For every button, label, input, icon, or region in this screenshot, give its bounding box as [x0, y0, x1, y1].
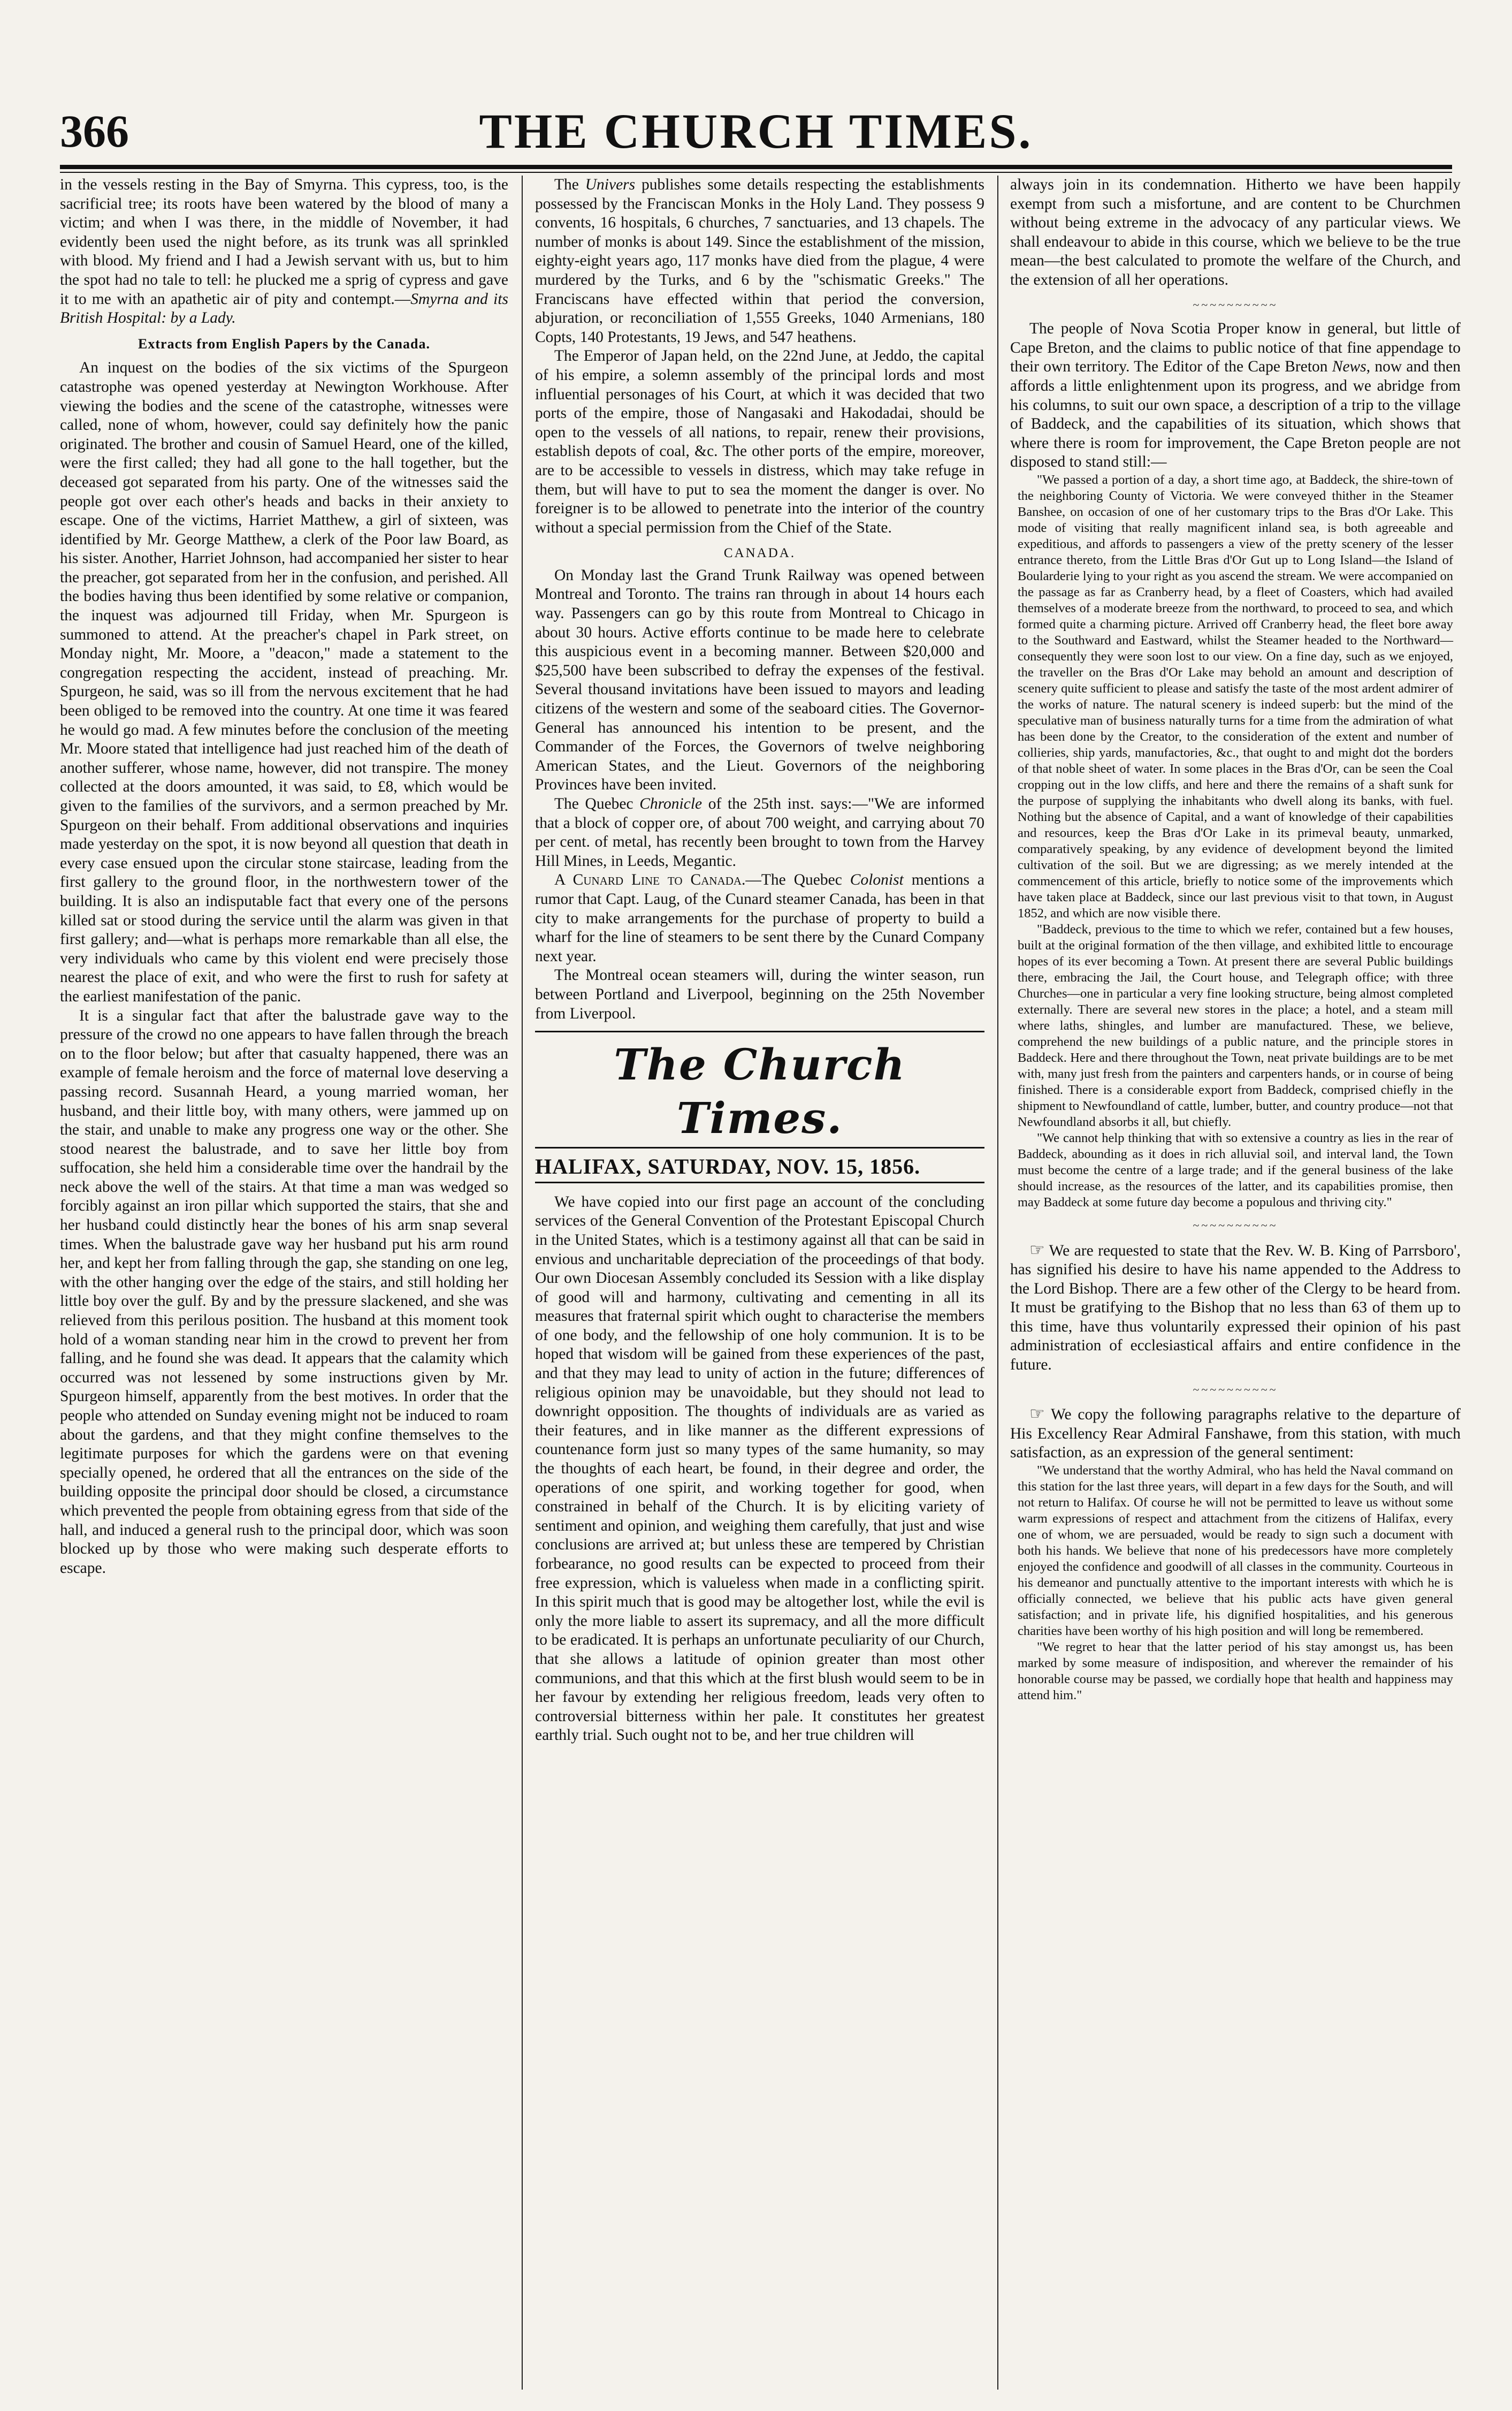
quote-paragraph: "Baddeck, previous to the time to which we refer, contained but a few houses, built at the original formation of the then village, and exhibited little to encourage hopes of its ever becoming a Town. At present there are several Public buildings there, embracing the Jail, the Court house, and Telegraph office; with three Churches—one in particular a very fine looking structure, being almost completed externally. There are several new stores in the place; a hotel, and a steam mill where laths, shingles, and lumber are manufactured. These, we believe, comprehend the new buildings of a public nature, and the principle stores in Baddeck. Here and there throughout the Town, neat private buildings are to be met with, many just fresh from the painters and carpenters hands, or in course of being finished. There is a considerable export from Baddeck, comprised chiefly in the shipment to Newfoundland of cattle, lumber, butter, and country produce—not that Newfoundland absorbs it all, but chiefly.	[1018, 922, 1453, 1129]
masthead-box	[535, 1031, 984, 1149]
paragraph-text: of the 25th inst. says:—"We are informed that a block of copper ore, of about 700 weight, and carrying about 70 per cent. of metal, has recently been brought to town from the Harvey Hill Mines, in Leeds, Megantic.	[535, 795, 984, 870]
publication-name: Chronicle	[639, 795, 702, 812]
masthead-title: The Church Times.	[614, 1039, 906, 1144]
editorial-paragraph: We have copied into our first page an account of the concluding services of the General Convention of the Protestant Episcopal Church in the United States, which is a testimony against all that can be said in envious and uncharitable depreciation of the proceedings of that body. Our own Diocesan Assembly concluded its Session with a like display of good will and harmony, cultivating and cementing in all its measures that fraternal spirit which ought to characterise the members of one body, and the fellowship of one holy communion. It is to be hoped that wisdom will be gained from these experiences of the past, and that they may lead to unity of action in the future; differences of religious opinion may be unavoidable, but they should not lead to downright opposition. The thoughts of individuals are as varied as their features, and in like manner as the different expressions of countenance form just so many types of the same humanity, so may the thoughts of each heart, be found, in their degree and order, the operations of one spirit, and working together for good, when constrained in behalf of the Church. It is by eliciting variety of sentiment and opinion, and weighing them carefully, that just and wise conclusions are arrived at; but unless these are tempered by Christian forbearance, no good results can be expected to proceed from their free expression, which is valueless when made in a conflicting spirit. In this spirit much that is good may be altogether lost, while the evil is only the more liable to assert its supremacy, and all the more difficult to be eradicated. It is perhaps an unfortunate peculiarity of our Church, that she allows a latitude of opinion greater than most other communions, and that this which at the first blush would seem to be in her favour by extending her religious freedom, leads very often to controversial bitterness within her pale. It constitutes her greatest earthly trial. Such ought not to be, and her true children will	[535, 1193, 984, 1744]
publication-name: News	[1332, 358, 1366, 376]
paragraph-text: publishes some details respecting the establishments possessed by the Franciscan Monks in the Holy Land. They possess 9 convents, 16 hospitals, 6 churches, 7 sanctuaries, and 13 chapels. The number of monks is about 149. Since the establishment of the mission, eighty-eight years ago, 117 monks have died from the plague, 4 were murdered by the Turks, and 6 by the "schismatic Greeks." The Franciscans have effected within that period the conversion, abjuration, or reconciliation of 1,555 Greeks, 1040 Armenians, 180 Copts, 140 Protestants, 19 Jews, and 547 heathens.	[535, 176, 984, 346]
cape-breton-paragraph	[1010, 320, 1461, 472]
pointing-hand-icon: ☞	[1029, 1404, 1045, 1424]
column-2	[535, 176, 984, 2390]
column-rule	[522, 176, 523, 2390]
text-lead: The Quebec	[554, 795, 640, 812]
canada-heading: CANADA.	[723, 546, 796, 561]
admiral-quote	[1010, 1463, 1461, 1703]
column-3	[1010, 176, 1461, 2390]
king-notice	[1010, 1241, 1461, 1375]
ornamental-divider: ~~~~~~~~~~	[1193, 1382, 1278, 1396]
paragraph-text: We are requested to state that the Rev. W. B. King of Parrsboro', has signified his desire to have his name appended to the Address to the Lord Bishop. There are a few other of the Clergy to be heard from. It must be gratifying to the Bishop that no less than 63 of them up to this time, have thus voluntarily expressed their opinion of his past administration of ecclesiastical affairs and entire confidence in the future.	[1010, 1242, 1461, 1374]
paragraph-text: We copy the following paragraphs relative to the departure of His Excellency Rear Admiral Fanshawe, from this station, with much satisfaction, as an expression of the general sentiment:	[1010, 1406, 1461, 1462]
pointing-hand-icon: ☞	[1029, 1239, 1045, 1259]
article-lead: A Cunard Line to Canada.	[554, 871, 746, 889]
inquest-paragraph: An inquest on the bodies of the six victims of the Spurgeon catastrophe was opened yesterday at Newington Workhouse. After viewing the bodies and the scene of the catastrophe, witnesses were called, none of whom, however, could say definitely how the panic originated. The brother and cousin of Samuel Heard, one of the killed, were the first called; they had all gone to the hall together, but the deceased got separated from his party. One of the witnesses said the people got over each other's heads and backs in their anxiety to escape. One of the victims, Harriet Matthew, a girl of sixteen, was identified by Mr. George Matthew, a clerk of the Poor law Board, as his sister. Another, Harriet Johnson, had accompanied her sister to hear the preacher, got separated from her in the confusion, and perished. All the bodies having thus been identified by some relative or companion, the inquest was adjourned till Friday, when Mr. Spurgeon is summoned to attend. At the preacher's chapel in Park street, on Monday night, Mr. Moore, a "deacon," made a statement to the congregation respecting the accident, instead of preaching. Mr. Spurgeon, he said, was so ill from the nervous excitement that he had been obliged to be removed into the country. At one time it was feared he would go mad. A few minutes before the conclusion of the meeting Mr. Moore stated that intelligence had just reached him of the death of another sufferer, whose name, however, did not transpire. The money collected at the doors amounted, it was said, to £8, which would be given to the families of the survivors, and a sermon preached by Mr. Spurgeon on their behalf. From additional observations and inquiries made yesterday on the spot, it is now beyond all question that death in every case ensued upon the circular stone staircase, leading from the first gallery to the ground floor, in the northwestern tower of the building. It is also an indisputable fact that every one of the persons killed sat or stood during the service until the alarm was given in that first gallery; and—what is perhaps more remarkable than all else, the very individuals who came by this violent end were precisely those nearest the place of exit, and who were the first to rush for safety at the earliest manifestation of the panic.	[60, 359, 508, 1005]
franciscan-paragraph	[535, 176, 984, 347]
paragraph-text: The people of Nova Scotia Proper know in general, but little of Cape Breton, and the claims to public notice of that fine appendage to their own territory. The Editor of the Cape Breton	[1010, 320, 1461, 376]
text-lead: The	[554, 176, 585, 193]
paragraph-text: , now and then affords a little enlightenment upon its progress, and we abridge from his columns, to suit our own space, a description of a trip to the village of Baddeck, and the capabilities of its situation, which shows that where there is room for improvement, the Cape Breton people are not disposed to stand still:—	[1010, 358, 1461, 471]
section-heading: Extracts from English Papers by the Canada.	[138, 336, 430, 352]
ornamental-divider: ~~~~~~~~~~	[1193, 298, 1278, 311]
publication-name: Univers	[585, 176, 636, 193]
column-rule	[997, 176, 998, 2390]
editorial-continued: always join in its condemnation. Hitherto we have been happily exempt from such a misfortune, and are content to be Churchmen without being extreme in the advocacy of any particular views. We shall endeavour to abide in this course, which we believe to be the true mean—the best calculated to promote the welfare of the Church, and the extension of all her operations.	[1010, 176, 1461, 288]
quote-paragraph: "We understand that the worthy Admiral, who has held the Naval command on this station for the last three years, will depart in a few days for the South, and will not return to Halifax. Of course he will not be permitted to leave us without some warm expressions of respect and attachment from the citizens of Halifax, every one of whom, we are persuaded, would be ready to sign such a document with both his hands. We believe that none of his predecessors have more completely enjoyed the confidence and goodwill of all classes in the community. Courteous in his demeanor and punctually attentive to the important interests with which he is officially connected, we believe that his public acts have given general satisfaction; and in private life, his dignified hospitalities, and his generous charities have been worthy of his high position and will long be remembered.	[1018, 1463, 1453, 1639]
quote-paragraph: "We cannot help thinking that with so extensive a country as lies in the rear of Baddeck, abounding as it does in rich alluvial soil, and interval land, the Town must become the centre of a large trade; and if the general business of the lake should increase, as the resources of the latter, and its capabilities promise, then may Baddeck at some future day become a populous and thriving city."	[1018, 1130, 1453, 1210]
paragraph-text: in the vessels resting in the Bay of Smyrna. This cypress, too, is the sacrificial tree; its roots have been watered by the blood of many a victim; and when I was there, in the middle of November, it had evidently been used the night before, as its trunk was all sprinkled with blood. My friend and I had a Jewish servant with us, but to him the spot had no tale to tell: he plucked me a sprig of cypress and gave it to me with an apathetic air of pity and contempt.—	[60, 176, 508, 308]
page-number: 366	[60, 105, 129, 157]
column-1	[60, 176, 508, 2390]
running-title: THE CHURCH TIMES.	[479, 104, 1033, 158]
publication-name: Colonist	[850, 871, 904, 889]
railway-paragraph: On Monday last the Grand Trunk Railway was opened between Montreal and Toronto. The trains ran through in about 14 hours each way. Passengers can go by this route from Montreal to Chicago in about 30 hours. Active efforts continue to be made here to celebrate this auspicious event in a becoming manner. Between $20,000 and $25,500 have been subscribed to defray the expenses of the festival. Several thousand invitations have been issued to mayors and leading citizens of the western and some of the seaboard cities. The Governor-General has announced his intention to be present, and the Commander of the Forces, the Governors of twelve neighboring American States, and the Lieut. Governors of the neighboring Provinces have been invited.	[535, 566, 984, 794]
smyrna-paragraph	[60, 176, 508, 328]
heroism-paragraph: It is a singular fact that after the balustrade gave way to the pressure of the crowd no one appears to have fallen through the breach on to the floor below; but after that casualty happened, there was an example of female heroism and the force of maternal love deserving a passing record. Susannah Heard, a young married woman, her husband, and their little boy, with many others, were jammed up on the stair, and unable to make any progress one way or the other. She stood nearest the balustrade, and to save her little boy from suffocation, she held him a considerable time over the handrail by the neck above the well of the stairs. At that time a man was wedged so forcibly against an iron pillar which supported the stairs, that she and her husband could distinctly hear the bones of his arm snap several times. When the balustrade gave way her husband put his arm round her, and kept her from falling through the gap, she standing on one leg, with the other hanging over the edge of the stairs, and still holding her little boy over the gulf. By and by the pressure slackened, and she was relieved from this perilous position. The husband at this moment took hold of a woman standing near him in the crowd to prevent her from falling, and he found she was dead. It appears that the calamity which occurred was not lessened by some instructions given by Mr. Spurgeon himself, apparently from the best motives. In order that the people who attended on Sunday evening might not be induced to roam about the gardens, and that they might confine themselves to the legitimate purposes for which the gardens were on that evening specially opened, he ordered that all the entrances on the side of the building opposite the principal door should be closed, a circumstance which prevented the people from obtaining egress from that side of the hall, and induced a general rush to the principal door, which was soon blocked up by those who were making such desperate efforts to escape.	[60, 1007, 508, 1577]
cunard-paragraph	[535, 871, 984, 966]
paragraph-text: mentions a rumor that Capt. Laug, of the Cunard steamer Canada, has been in that city to make arrangements for the purchase of property to build a wharf for the line of steamers to be sent there by the Cunard Company next year.	[535, 871, 984, 965]
copper-paragraph	[535, 795, 984, 871]
text-lead: —The Quebec	[745, 871, 850, 889]
dateline: HALIFAX, SATURDAY, NOV. 15, 1856.	[535, 1154, 984, 1183]
source-citation: Smyrna and its British Hospital: by a Lady.	[60, 290, 508, 327]
header-rule	[60, 165, 1452, 173]
admiral-notice	[1010, 1404, 1461, 1463]
baddeck-quote	[1010, 472, 1461, 1211]
steamers-paragraph: The Montreal ocean steamers will, during the winter season, run between Portland and Liverpool, beginning on the 25th November from Liverpool.	[535, 967, 984, 1022]
ornamental-divider: ~~~~~~~~~~	[1193, 1218, 1278, 1232]
quote-paragraph: "We passed a portion of a day, a short time ago, at Baddeck, the shire-town of the neighboring County of Victoria. We were conveyed thither in the Steamer Banshee, on occasion of one of her customary trips to the Bras d'Or Lake. This mode of visiting that really magnificent inland sea, is both agreeable and expeditious, and affords to passengers a view of the pretty scenery of the lesser entrance thereto, from the Little Bras d'Or Gut up to Long Island—the Island of Boularderie lying to your right as you ascend the stream. We were accompanied on the passage as far as Cranberry head, by a fleet of Coasters, which had availed themselves of a moderate breeze from the northward, to proceed to sea, and which formed quite a charming picture. Arrived off Cranberry head, the fleet bore away to the Southward and Eastward, whilst the Steamer headed to the Northward—consequently they were soon lost to our view. On a fine day, such as we enjoyed, the traveller on the Bras d'Or Lake may behold an amount and description of scenery quite sufficient to please and satisfy the taste of the most ardent admirer of the works of nature. The natural scenery is indeed superb: but the mind of the speculative man of business naturally turns for a time from the admiration of what has been done by the Creator, to the consideration of the extent and number of collieries, ship yards, manufactories, &c., that ought to and might dot the borders of that noble sheet of water. In some places in the Bras d'Or, can be seen the Coal cropping out in the low cliffs, and here and there the remains of a shaft sunk for the purpose of supplying the inhabitants who dwell along its banks, with fuel. Nothing but the absence of Capital, and a want of knowledge of their capabilities and resources, keep the Bras d'Or Lake in its primeval beauty, unmarked, comparatively speaking, by any evidence of development beyond the limited cultivation of the soil. But we are digressing; as we merely intended at the commencement of this article, briefly to notice some of the improvements which have taken place at Baddeck, since our last previous visit to that town, in August 1852, and which are now visible there.	[1018, 472, 1453, 921]
quote-paragraph: "We regret to hear that the latter period of his stay amongst us, has been marked by some measure of indisposition, and wherever the remainder of his honorable course may be passed, we cordially hope that health and happiness may attend him."	[1018, 1640, 1453, 1703]
japan-paragraph: The Emperor of Japan held, on the 22nd June, at Jeddo, the capital of his empire, a solemn assembly of the principal lords and most influential personages of his Court, at which it was decided that two ports of the empire, those of Nangasaki and Hakodadai, should be open to the vessels of all nations, to repair, renew their provisions, establish depots of coal, &c. The other ports of the empire, moreover, are to be accessible to vessels in distress, which may take refuge in them, but will have to put to sea the moment the danger is over. No foreigner is to be allowed to penetrate into the interior of the country without a special permission from the Chief of the State.	[535, 347, 984, 536]
